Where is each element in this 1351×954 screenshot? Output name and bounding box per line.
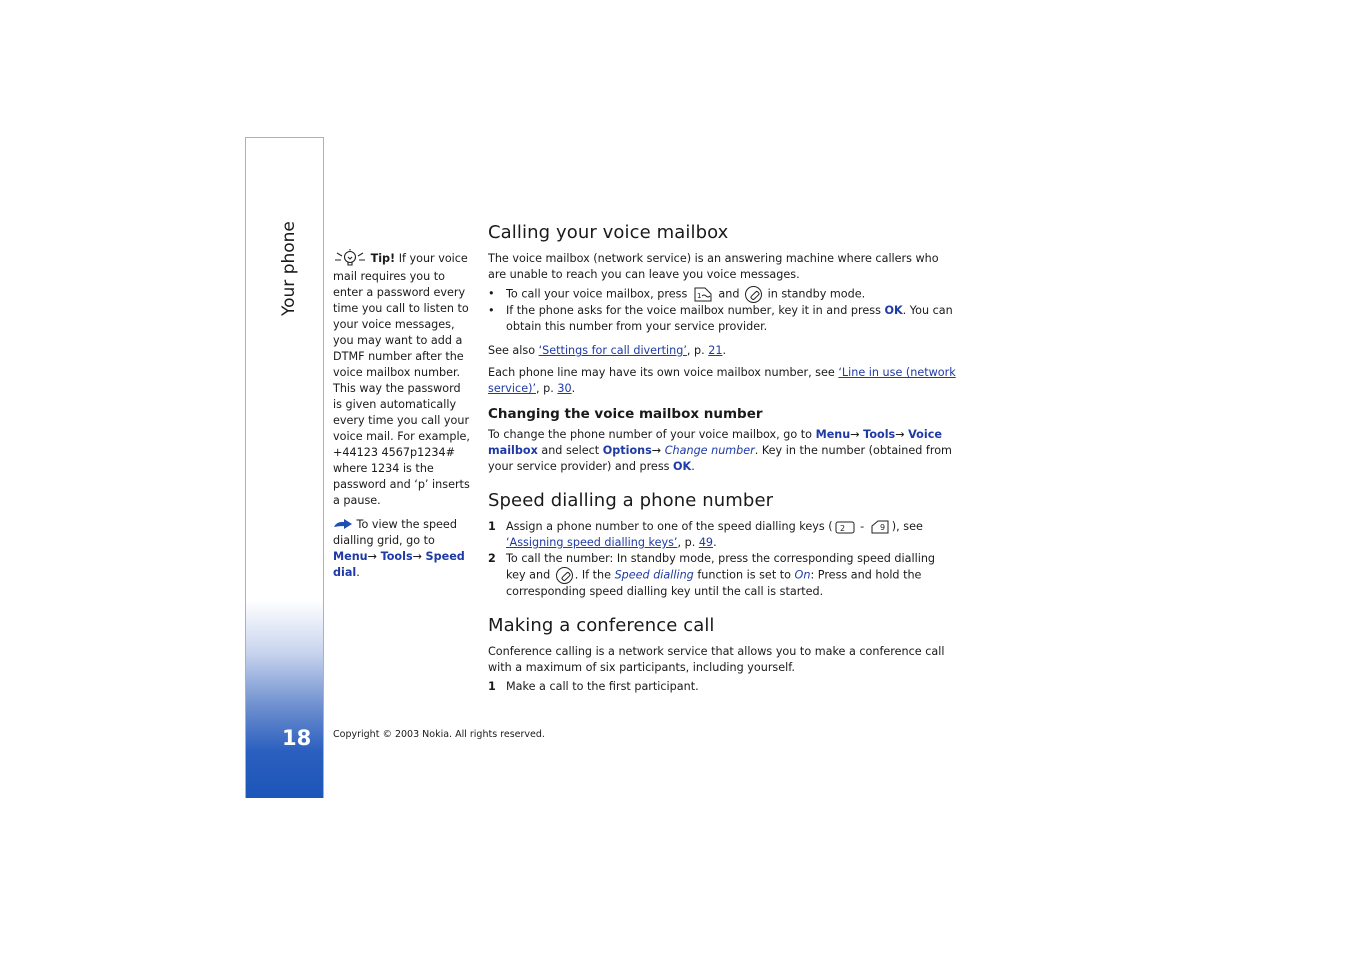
step-text: - [856,520,868,533]
change-number-option: Change number [664,444,755,457]
tip-text: If your voice mail requires you to enter a password every time you call to listen to your voice messages, you may want to add a DTMF number after the voice mailbox number. This way the password is given automatically every time you call your voice mail. For example, +44123 4567p1234# where 1234 is the password and ‘p’ inserts a pause. [333,252,470,507]
speed-tip-text: To view the speed dialling grid, go to [333,518,457,547]
page-number: 18 [282,726,312,750]
menu-arrow: → [651,444,665,457]
voicemail-intro: The voice mailbox (network service) is an answering machine where callers who are unable to reach you can leave you voice messages. [488,252,939,281]
menu-arrow: → [850,428,864,441]
bullet-text: To call your voice mailbox, press [506,287,688,301]
svg-text:2: 2 [839,523,845,533]
link-page-30[interactable]: 30 [557,382,572,395]
call-key-icon [556,567,573,584]
see-also-text: See also [488,344,539,357]
menu-command: Menu [815,428,851,441]
step-text: Make a call to the first participant. [506,680,699,693]
see-also-text: , p. [686,344,709,357]
speed-tip-menu: Menu [333,550,368,563]
list-item: • To call your voice mailbox, press 1 and in standby mode. [488,286,958,303]
link-line-in-use[interactable]: ‘Line in use (network service)’ [488,366,956,395]
sidebar-title: Your phone [279,221,299,316]
step-number: 1 [488,520,496,533]
step-text: Assign a phone number to one of the speed dialling keys ( [506,520,833,533]
change-text: and select [537,444,603,457]
step-text: , p. [677,536,699,549]
step-text: : Press and hold the corresponding speed dialling key until the call is started. [506,568,922,598]
bullet-text: and [718,287,740,301]
lightbulb-icon [333,249,367,269]
see-also [488,343,958,359]
link-assigning-speed-dialling[interactable]: ‘Assigning speed dialling keys’ [506,536,678,549]
menu-arrow: → [895,428,909,441]
step-text: To call the number: In standby mode, press the corresponding speed dialling key and [506,552,936,582]
ok-command: OK [673,460,692,473]
list-item [488,679,958,695]
voice-mailbox-command: Voice mailbox [488,428,942,457]
bullet-text: If the phone asks for the voice mailbox number, key it in and press [506,304,885,317]
step-number: 1 [488,680,496,693]
heading-conference-call: Making a conference call [488,615,715,636]
main-content [488,221,958,695]
key-2-icon [835,520,855,535]
call-key-icon [745,286,762,303]
voicemail-key-icon [693,287,713,302]
tip-label: Tip! [370,252,396,265]
on-value: On [794,568,811,582]
line-in-use [488,365,958,397]
conference-intro: Conference calling is a network service that allows you to make a conference call with a maximum of six participants, including yourself. [488,645,945,674]
ok-command: OK [884,304,903,317]
link-page-49[interactable]: 49 [698,536,714,549]
svg-text:9: 9 [879,522,885,532]
heading-voice-mailbox: Calling your voice mailbox [488,222,729,243]
step-number: 2 [488,552,496,565]
speed-tip-tools: Tools [380,550,413,563]
tools-command: Tools [863,428,896,441]
speed-dialling-setting: Speed dialling [614,568,694,582]
list-item [488,551,958,600]
bullet-text: in standby mode. [767,287,866,301]
speed-tip-arrow: → [412,550,426,563]
change-text: . Key in the number (obtained from your service provider) and press [488,444,952,473]
heading-speed-dialling: Speed dialling a phone number [488,490,774,511]
speed-tip-end: . [356,566,360,579]
heading-change-number: Changing the voice mailbox number [488,406,763,422]
step-text: . [713,536,717,549]
bullet-text: . You can obtain this number from your service provider. [506,304,953,333]
svg-text:1: 1 [696,292,702,300]
speed-tip-arrow: → [367,550,381,563]
list-item [488,519,958,551]
speed-dial-tip [333,517,473,581]
change-text: To change the phone number of your voice mailbox, go to [488,428,816,441]
copyright: Copyright © 2003 Nokia. All rights reserved. [333,729,545,740]
see-also-text: . [722,344,727,357]
link-call-diverting[interactable]: ‘Settings for call diverting’ [538,344,687,357]
list-item: • If the phone asks for the voice mailbox number, key it in and press OK. You can obtain this number from your service provider. [488,304,953,333]
key-9-icon [870,520,890,535]
step-text: function is set to [693,568,795,582]
line-text: , p. [536,382,558,395]
step-text: . If the [574,568,615,582]
arrow-right-icon [333,518,353,532]
change-number-text [488,427,958,475]
change-text: . [691,460,695,473]
step-text: ), see [891,520,923,533]
line-text: . [571,382,576,395]
tip-box [333,249,473,509]
line-text: Each phone line may have its own voice mailbox number, see [488,366,839,379]
link-page-21[interactable]: 21 [708,344,723,357]
speed-tip-speed-dial: Speed dial [333,550,465,579]
options-command: Options [602,444,652,457]
